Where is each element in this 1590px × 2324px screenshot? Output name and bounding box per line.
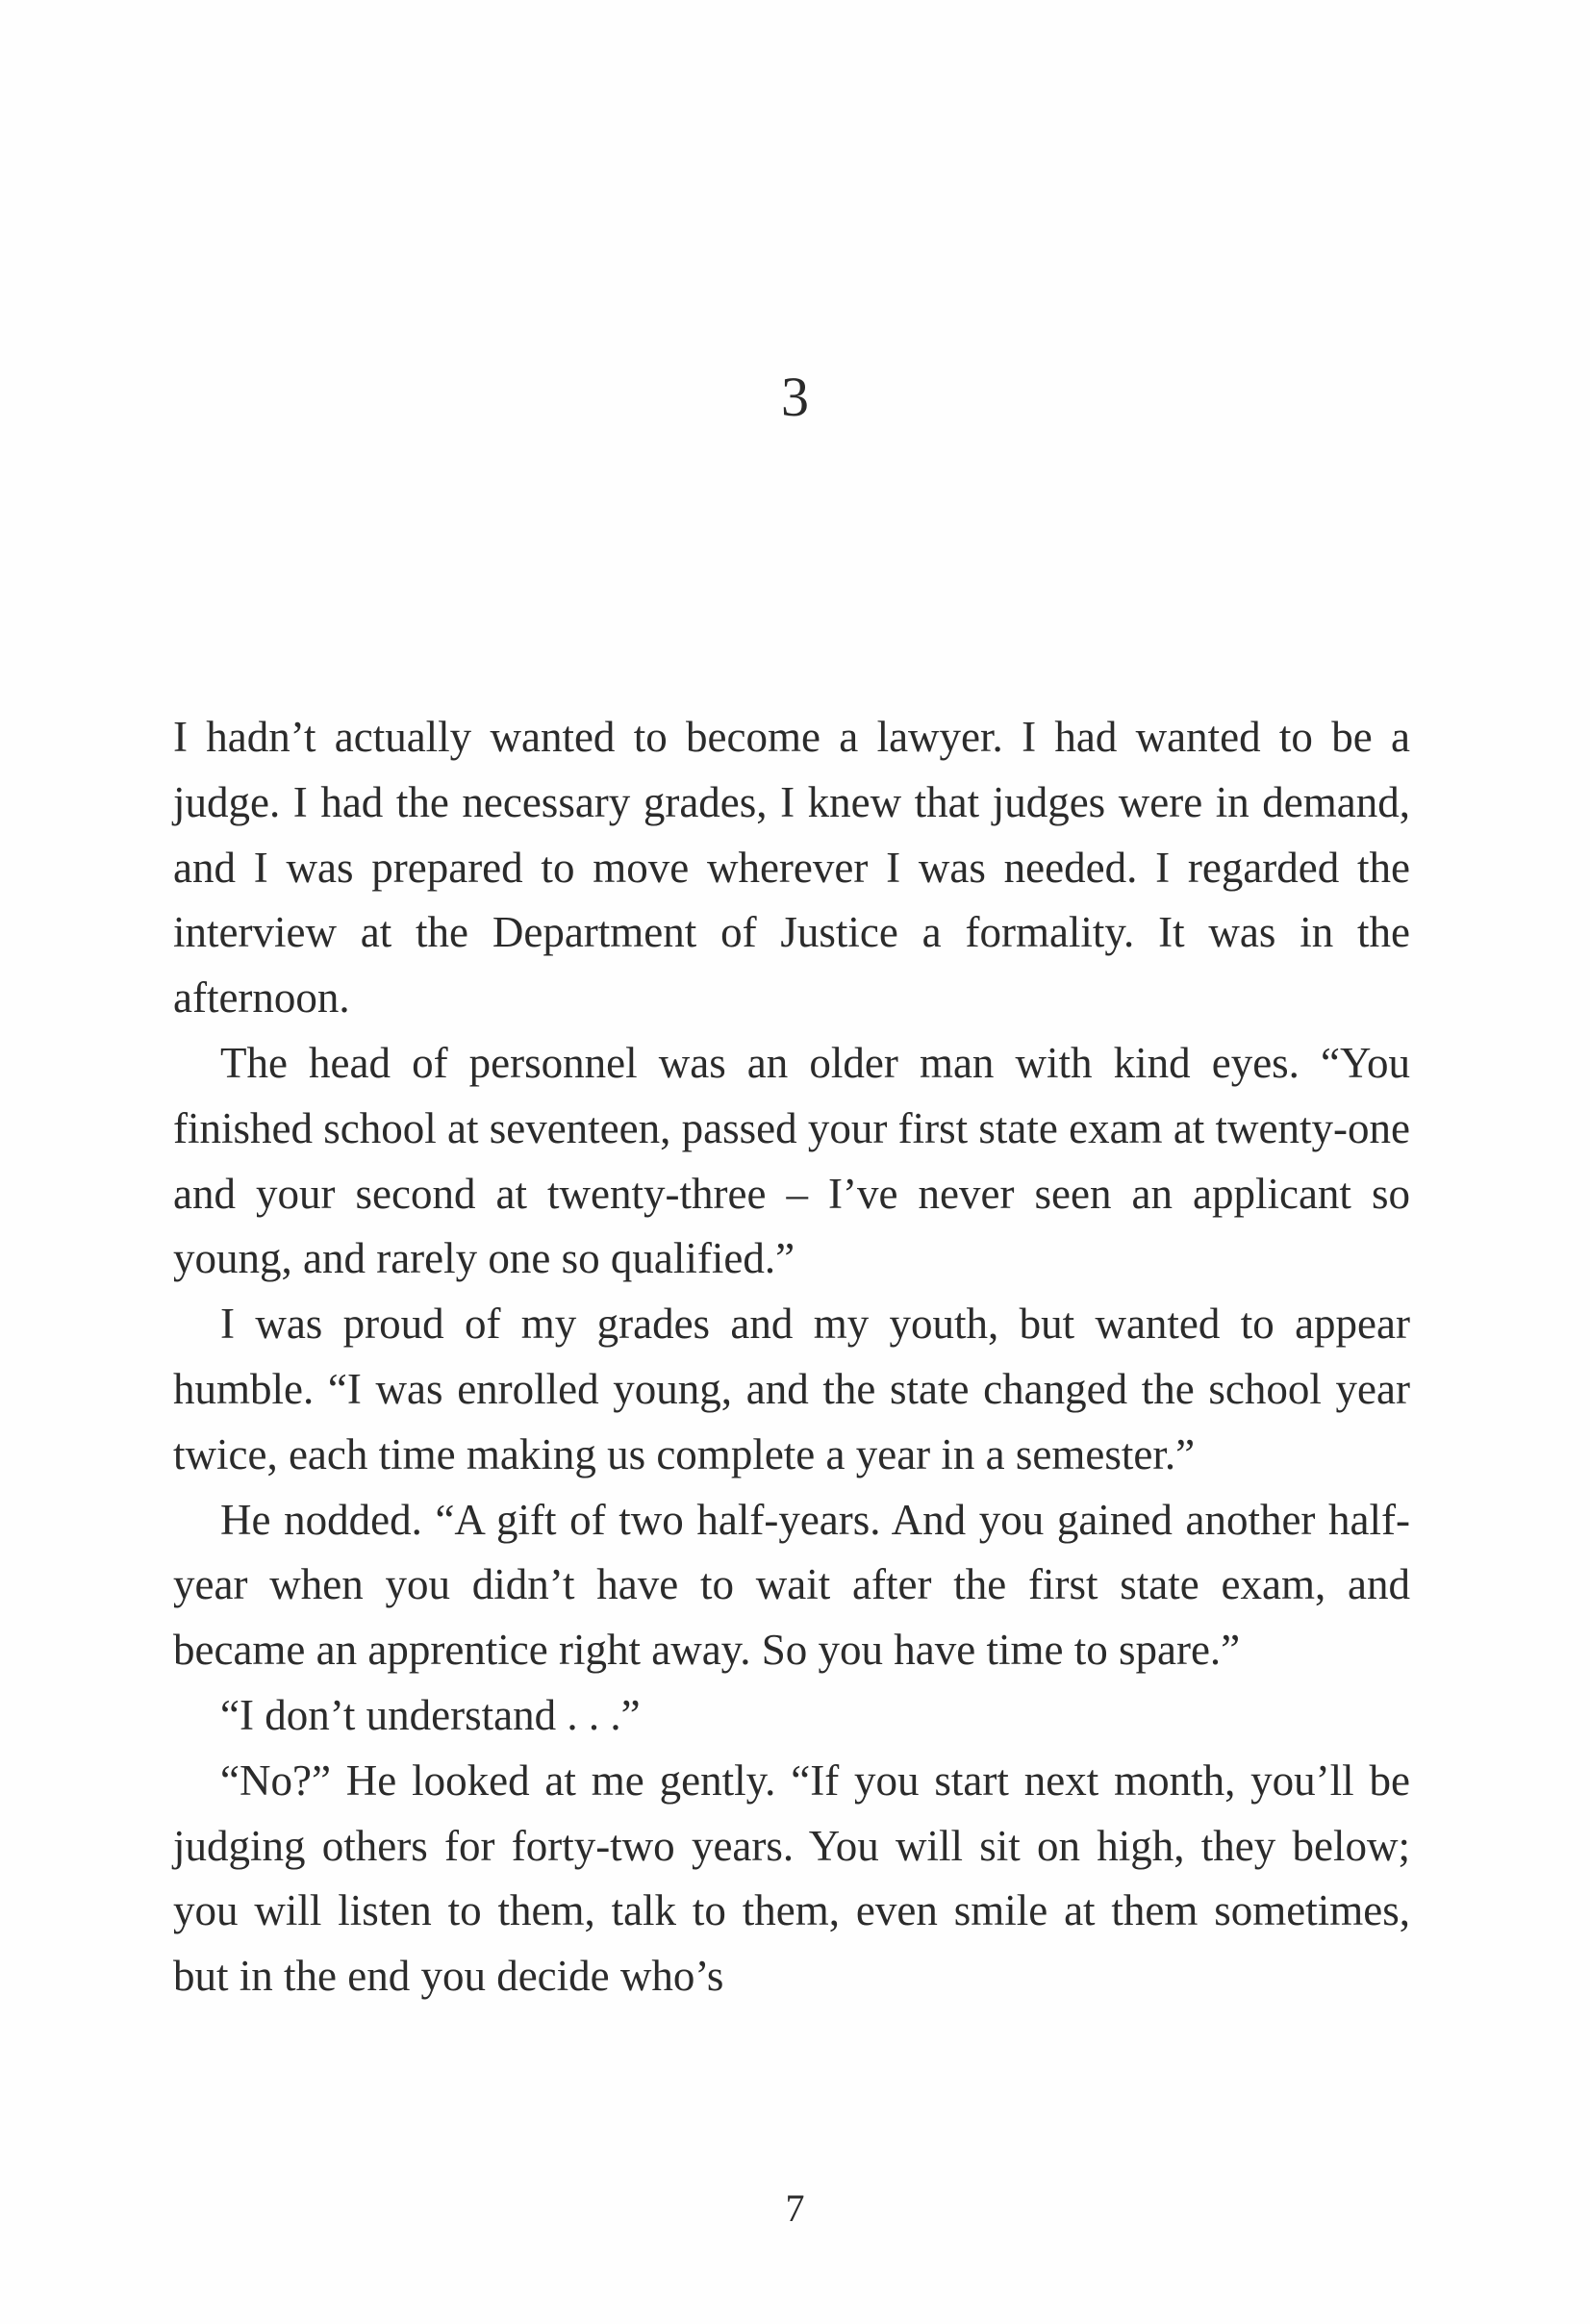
chapter-number: 3 <box>781 366 809 428</box>
paragraph: He nodded. “A gift of two half-years. And you gained another half-year when you didn’t have to wait after the first state exam, and became an apprentice right away. So you have time to spare.” <box>173 1495 1410 1675</box>
paragraph: “No?” He looked at me gently. “If you start next month, you’ll be judging others for forty-two years. You will sit on high, they below; you will listen to them, talk to them, even smile at them sometimes, but in the end you decide who’s <box>173 1756 1410 2001</box>
page-number: 7 <box>785 2186 805 2230</box>
paragraph: I hadn’t actually wanted to become a lawyer. I had wanted to be a judge. I had the necessary grades, I knew that judges were in demand, and I was prepared to move wherever I was needed. I regarded the interview at the Department of Justice a formality. It was in the afternoon. <box>173 713 1410 1023</box>
paragraph: I was proud of my grades and my youth, but wanted to appear humble. “I was enrolled young, and the state changed the school year twice, each time making us complete a year in a semester.” <box>173 1300 1410 1478</box>
paragraph: The head of personnel was an older man with kind eyes. “You finished school at seventeen, passed your first state exam at twenty-one and your second at twenty-three – I’ve never seen an applicant so young, and rarely one so qualified.” <box>173 1038 1410 1283</box>
body-text <box>173 705 1410 2009</box>
paragraph: “I don’t understand . . .” <box>220 1690 641 1739</box>
